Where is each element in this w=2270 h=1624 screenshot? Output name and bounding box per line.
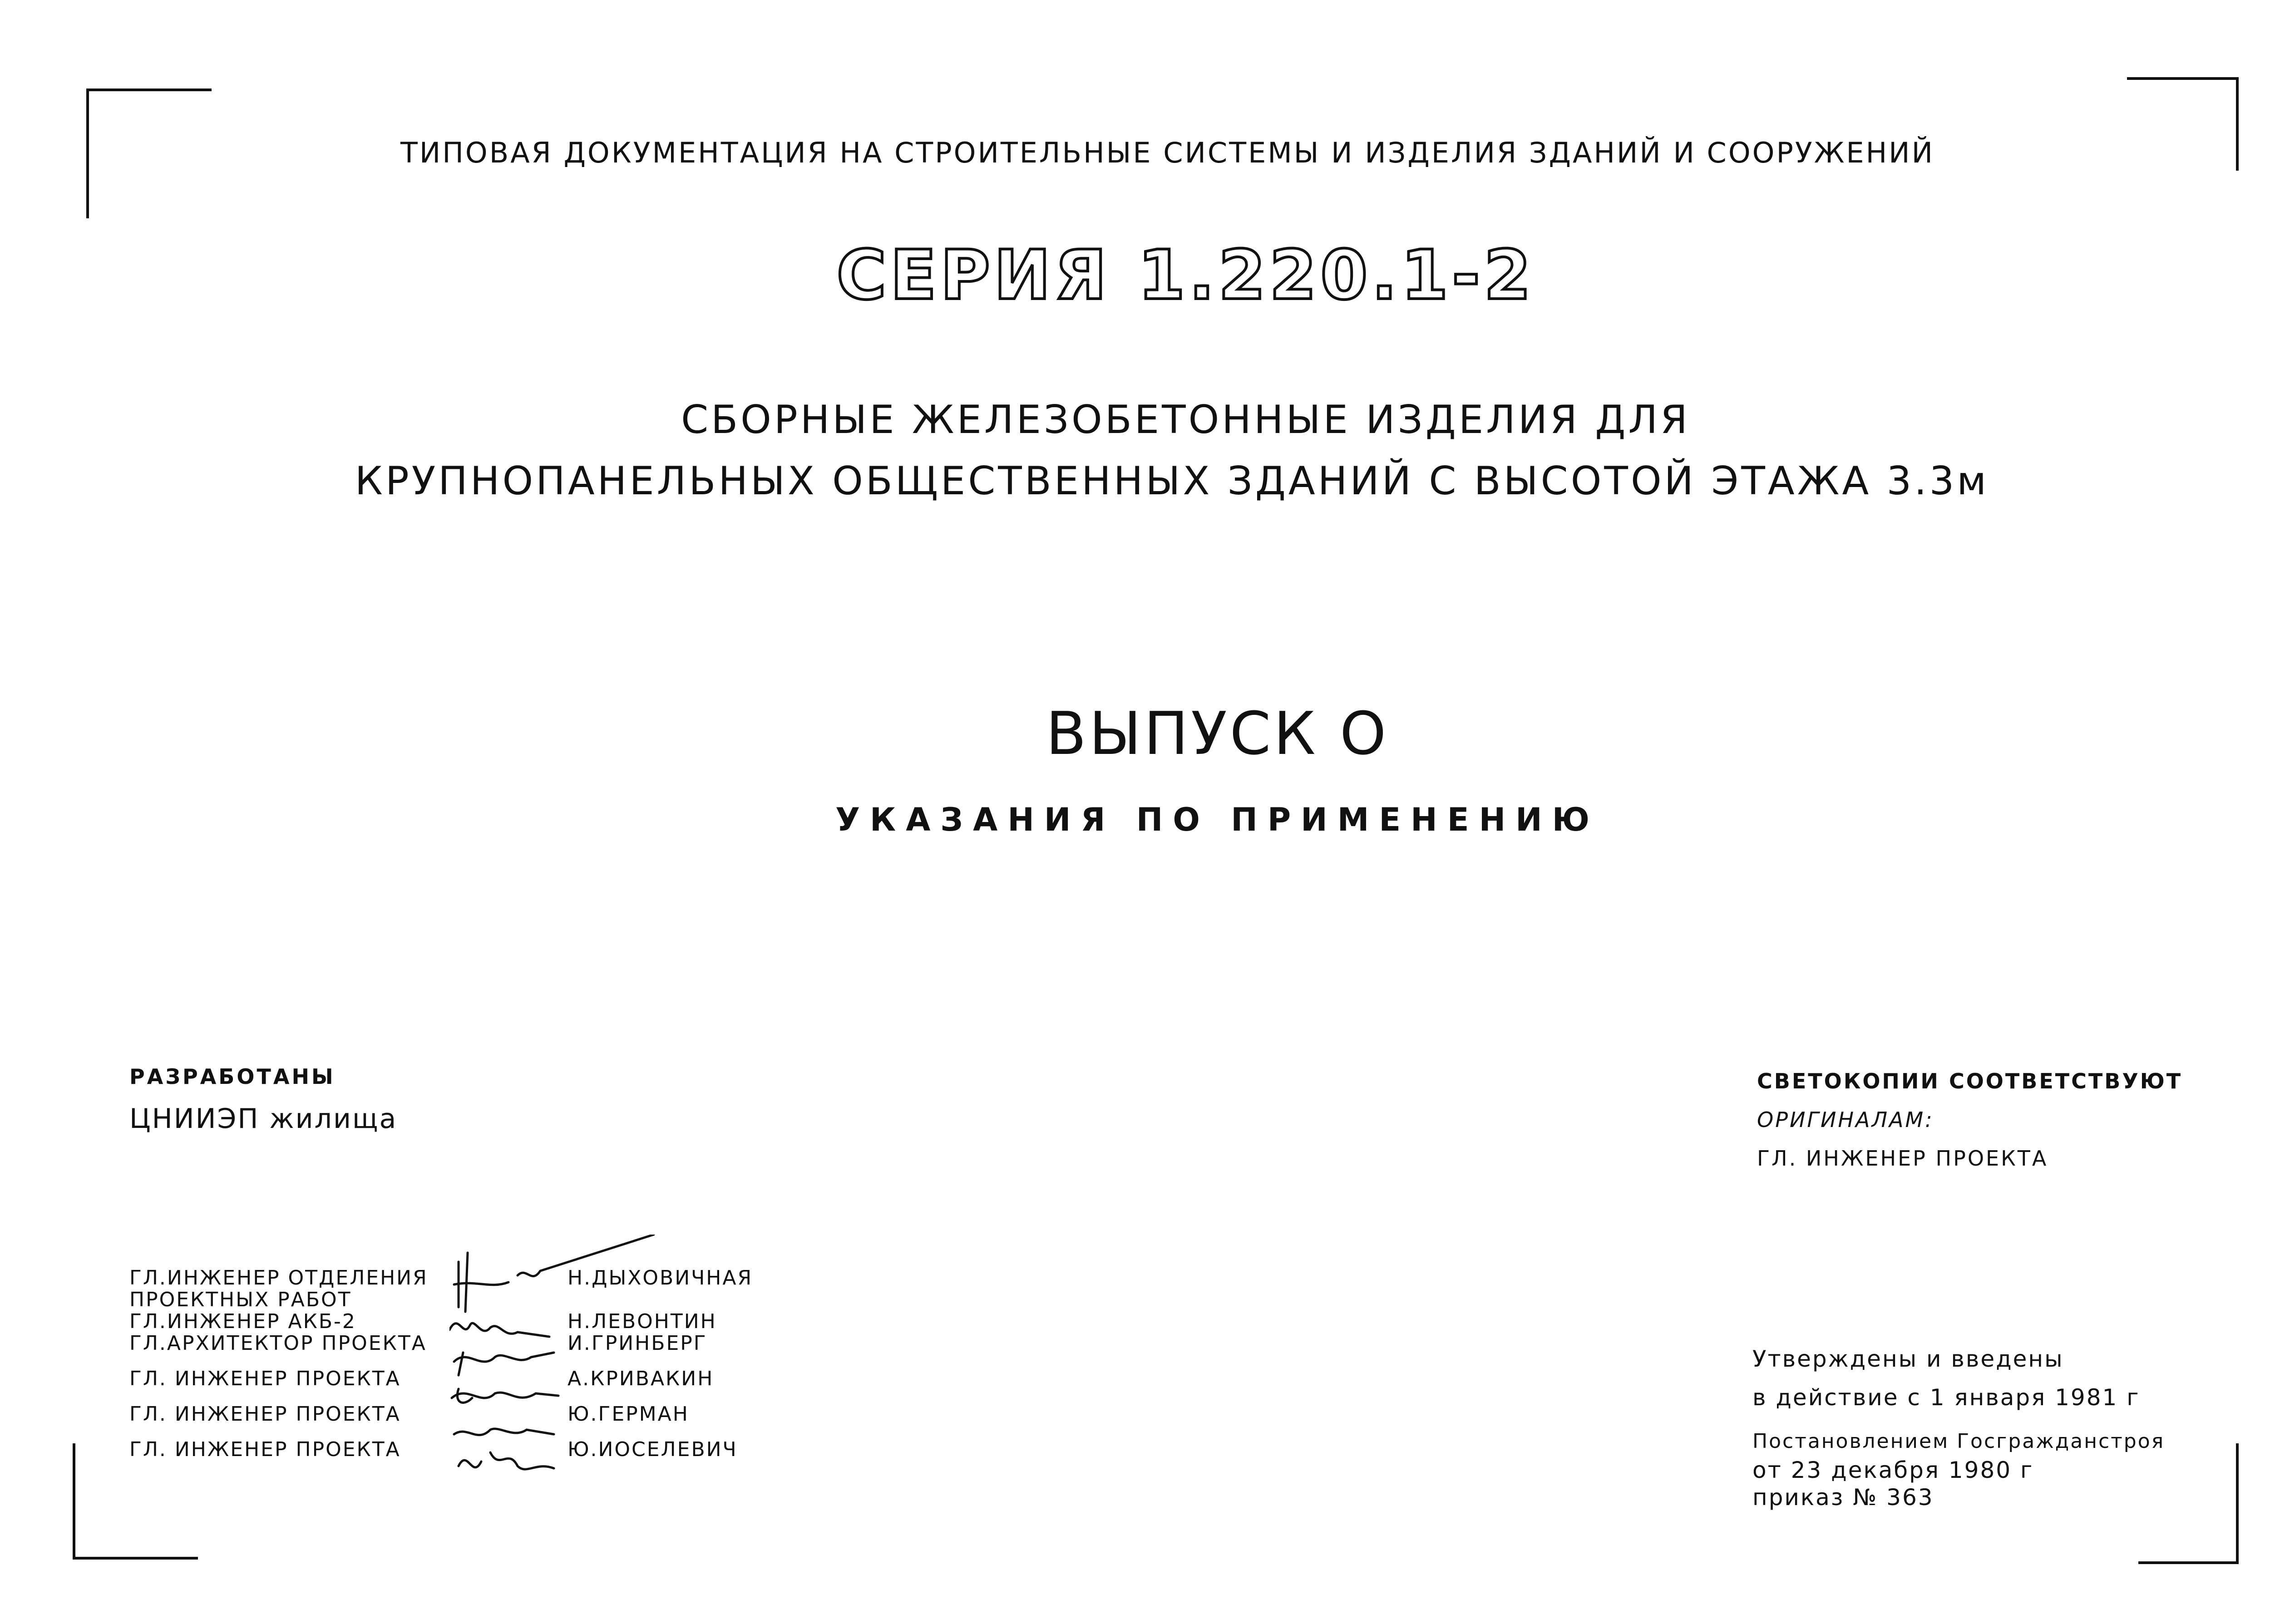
issue-label: ВЫПУСК О — [1046, 699, 1389, 768]
signatory-row — [129, 1438, 738, 1461]
signatory-role: ГЛ. ИНЖЕНЕР ПРОЕКТА — [129, 1367, 401, 1390]
approval-line-2: в действие с 1 января 1981 г — [1752, 1384, 2140, 1411]
signatory-name: Н.ДЫХОВИЧНАЯ — [568, 1266, 753, 1289]
title-line-1: СБОРНЫЕ ЖЕЛЕЗОБЕТОННЫЕ ИЗДЕЛИЯ ДЛЯ — [681, 397, 1690, 443]
signatory-row — [129, 1266, 753, 1289]
signatory-role: ГЛ.ИНЖЕНЕР ОТДЕЛЕНИЯ — [129, 1266, 428, 1289]
approval-line-5: приказ № 363 — [1752, 1484, 1934, 1511]
signatory-row — [129, 1367, 714, 1390]
signatory-row — [129, 1288, 352, 1311]
approval-line-4: от 23 декабря 1980 г — [1752, 1457, 2034, 1483]
developer-label: РАЗРАБОТАНЫ — [129, 1064, 336, 1089]
signatory-name: Н.ЛЕВОНТИН — [568, 1310, 717, 1333]
signatory-role: ГЛ.АРХИТЕКТОР ПРОЕКТА — [129, 1332, 427, 1355]
copy-note-line-3: ГЛ. ИНЖЕНЕР ПРОЕКТА — [1757, 1146, 2048, 1171]
signatory-role: ГЛ. ИНЖЕНЕР ПРОЕКТА — [129, 1403, 401, 1426]
signatory-name: А.КРИВАКИН — [568, 1367, 714, 1390]
signatory-name: И.ГРИНБЕРГ — [568, 1332, 707, 1355]
approval-line-1: Утверждены и введены — [1752, 1346, 2064, 1372]
document-category: ТИПОВАЯ ДОКУМЕНТАЦИЯ НА СТРОИТЕЛЬНЫЕ СИСТЕМЫ И ИЗДЕЛИЯ ЗДАНИЙ И СООРУЖЕНИЙ — [400, 136, 1934, 169]
approval-line-3: Постановлением Госгражданстроя — [1752, 1430, 2165, 1453]
signatory-role: ГЛ. ИНЖЕНЕР ПРОЕКТА — [129, 1438, 401, 1461]
signatory-role: ПРОЕКТНЫХ РАБОТ — [129, 1288, 352, 1311]
copy-note-line-2: ОРИГИНАЛАМ: — [1757, 1107, 1934, 1132]
title-line-2: КРУПНОПАНЕЛЬНЫХ ОБЩЕСТВЕННЫХ ЗДАНИЙ С ВЫСОТОЙ ЭТАЖА 3.3м — [355, 458, 1989, 504]
frame-corner-bottom-right — [2138, 1443, 2239, 1564]
issue-subtitle: УКАЗАНИЯ ПО ПРИМЕНЕНИЮ — [835, 801, 1599, 838]
series-number: СЕРИЯ 1.220.1-2 — [836, 236, 1535, 315]
copy-note-line-1: СВЕТОКОПИИ СООТВЕТСТВУЮТ — [1757, 1069, 2183, 1093]
signatory-row — [129, 1403, 689, 1426]
signatory-name: Ю.ИОСЕЛЕВИЧ — [568, 1438, 738, 1461]
signatory-name: Ю.ГЕРМАН — [568, 1403, 689, 1426]
signatory-row — [129, 1332, 707, 1355]
developer-organization: ЦНИИЭП жилища — [129, 1103, 398, 1135]
signatory-row — [129, 1310, 717, 1333]
signatory-role: ГЛ.ИНЖЕНЕР АКБ-2 — [129, 1310, 356, 1333]
handwritten-signatures — [449, 1235, 676, 1489]
